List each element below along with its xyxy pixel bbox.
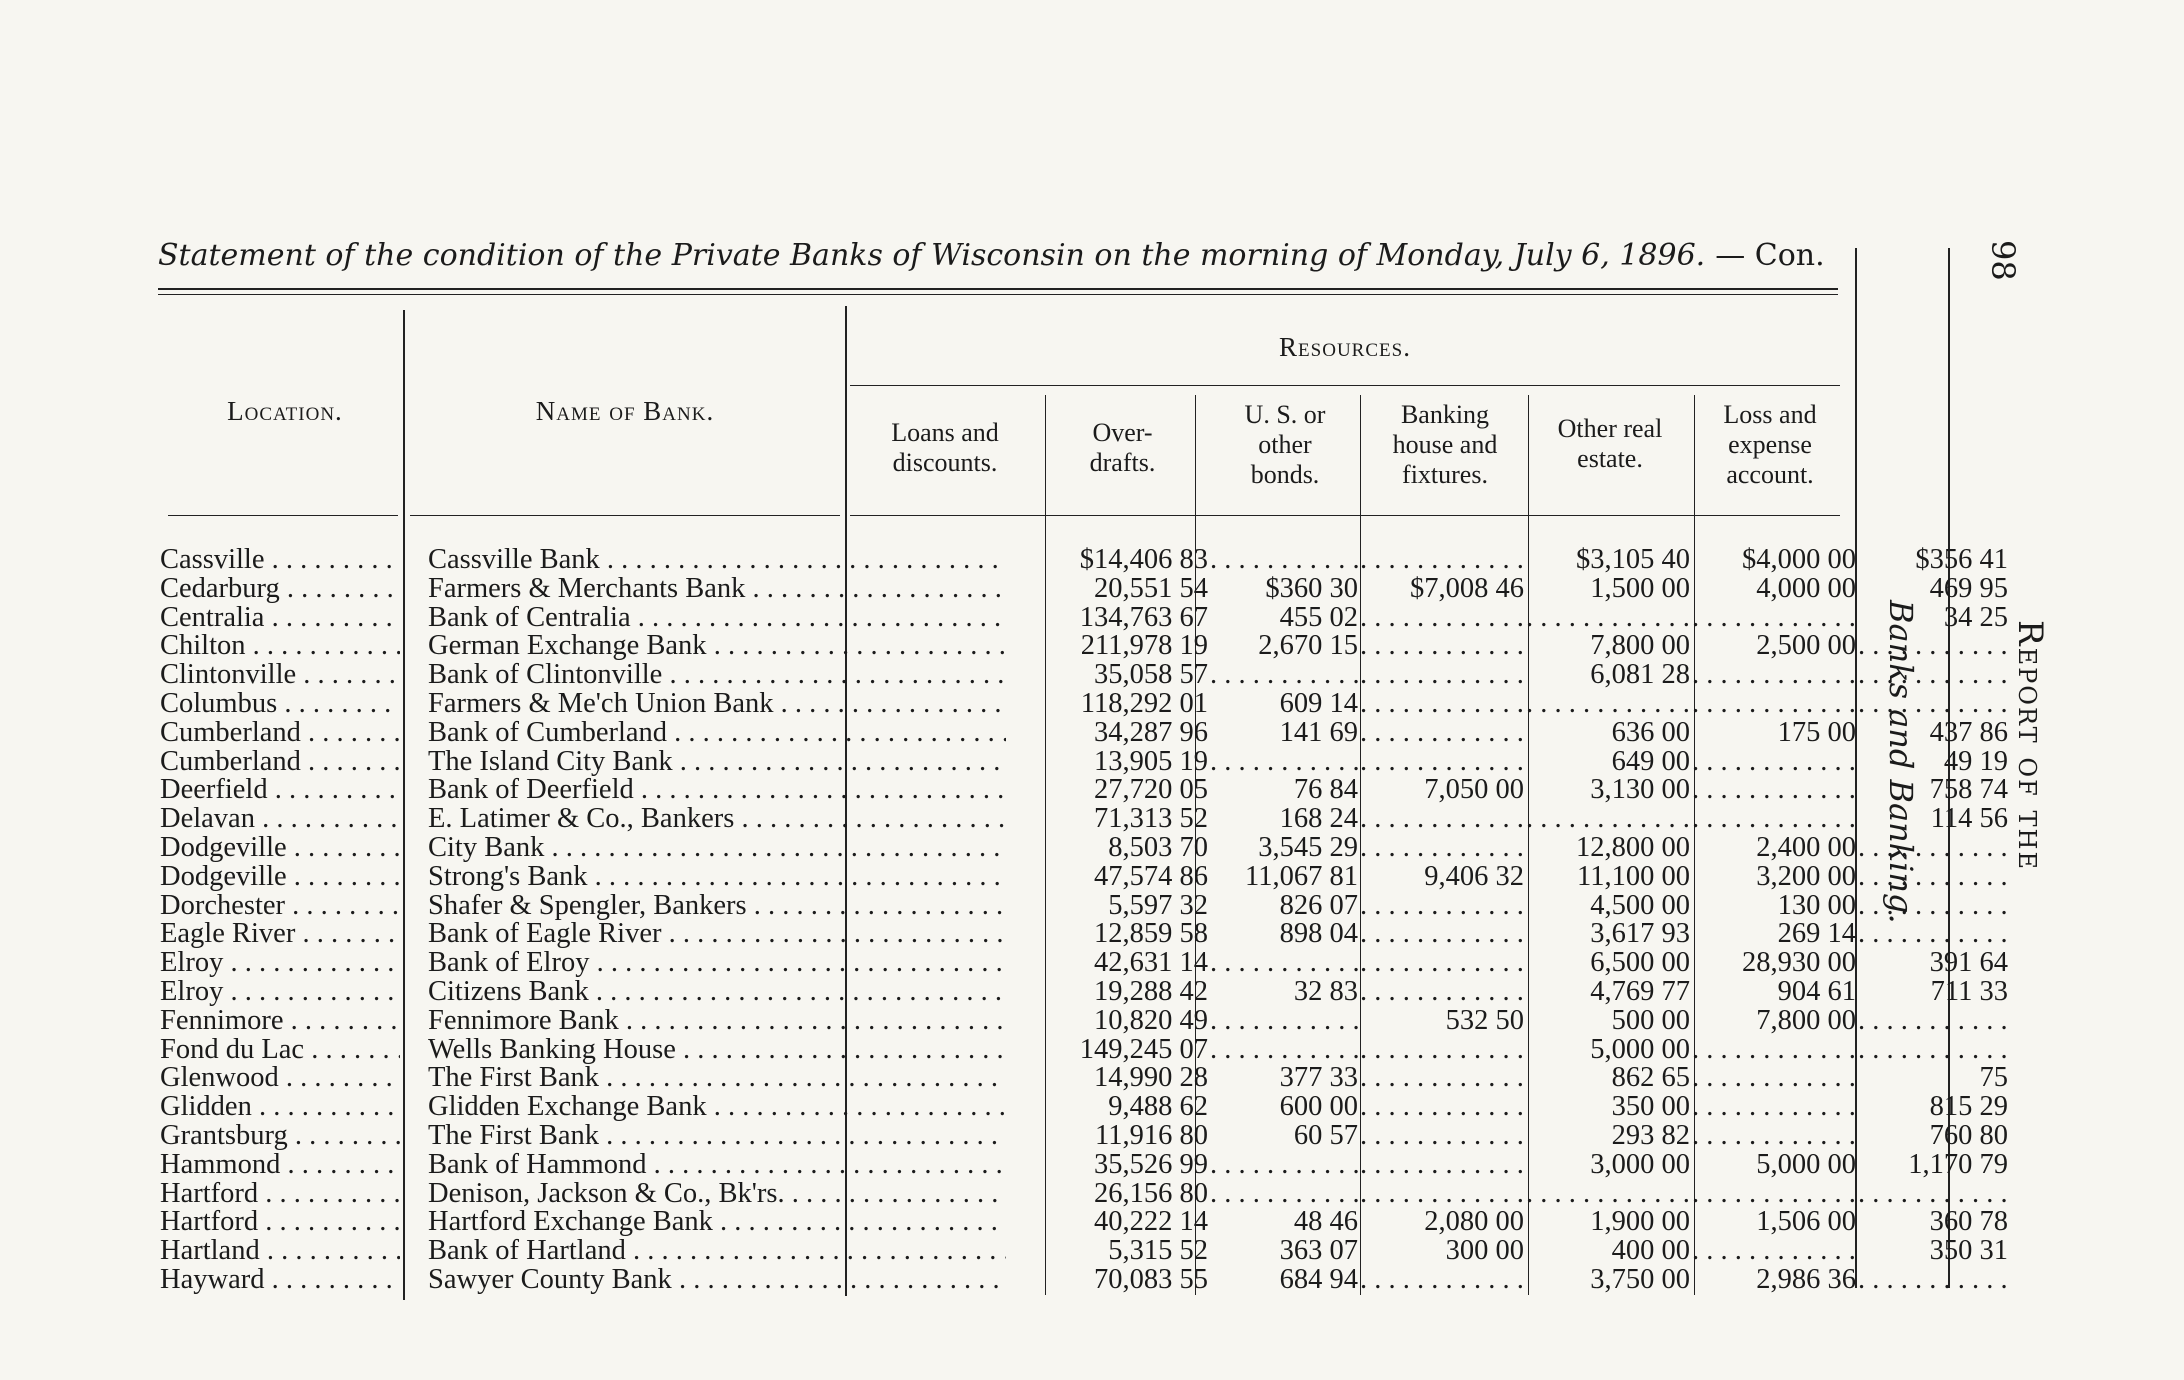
cell-real-estate [1692, 1064, 1856, 1093]
cell-real-estate: 7,800 00 [1756, 1006, 1856, 1036]
cell-bonds [1360, 719, 1524, 748]
cell-location: Dorchester . . . [160, 892, 400, 921]
cell-bonds [1360, 1266, 1524, 1295]
header-real-estate: Other real estate. [1557, 414, 1663, 473]
cell-location: Cumberland . . . [160, 748, 400, 777]
cell-loss-expense: $356 41 [1915, 546, 2008, 575]
cell-loss-expense [1858, 690, 2008, 719]
page-number: 98 [1984, 240, 2022, 281]
cell-banking-house: 500 00 [1611, 1006, 1690, 1036]
cell-bonds [1360, 892, 1524, 921]
cell-real-estate: 2,500 00 [1756, 632, 1856, 662]
cell-overdrafts [1210, 949, 1358, 978]
cell-bonds: 9,406 32 [1424, 862, 1524, 892]
cell-loans: 10,820 49 [1094, 1006, 1208, 1036]
cell-overdrafts: 898 04 [1279, 920, 1358, 950]
cell-location: Hartford . . . [160, 1180, 400, 1209]
header-rule-mid [410, 515, 840, 516]
cell-bonds [1360, 805, 1524, 834]
cell-bonds: $7,008 46 [1410, 574, 1524, 604]
cell-real-estate [1692, 748, 1856, 777]
cell-real-estate: 4,000 00 [1756, 574, 1856, 604]
cell-bank: The Island City Bank . . . [428, 748, 1006, 777]
cell-loans: 9,488 62 [1108, 1093, 1208, 1122]
cell-loss-expense: 1,170 79 [1908, 1150, 2008, 1180]
cell-location: Elroy . . . [160, 949, 400, 978]
cell-real-estate [1692, 805, 1856, 834]
header-bonds: U. S. or other bonds. [1244, 400, 1326, 489]
cell-loss-expense: 760 80 [1929, 1121, 2008, 1151]
cell-overdrafts: 76 84 [1293, 776, 1358, 806]
cell-loans: 34,287 96 [1094, 718, 1208, 748]
cell-loans: 13,905 19 [1094, 747, 1208, 777]
cell-bank: Citizens Bank . . . [428, 978, 1006, 1007]
cell-bonds [1360, 690, 1524, 719]
cell-banking-house: 6,081 28 [1590, 661, 1690, 690]
cell-loans: 134,763 67 [1079, 603, 1208, 633]
cell-loss-expense: 114 56 [1930, 805, 2008, 834]
cell-overdrafts: 11,067 81 [1245, 862, 1358, 892]
cell-real-estate [1692, 776, 1856, 805]
header-loss-expense: Loss and expense account. [1723, 400, 1817, 489]
header-loans: Loans and discounts. [891, 418, 999, 477]
title-suffix: — Con. [1715, 238, 1825, 273]
cell-bank: Farmers & Merchants Bank . . . [428, 575, 1006, 604]
cell-real-estate: 175 00 [1777, 718, 1856, 748]
cell-loss-expense: 758 74 [1929, 776, 2008, 806]
cell-loans: 27,720 05 [1094, 776, 1208, 806]
cell-loans: 70,083 55 [1094, 1265, 1208, 1295]
cell-loss-expense [1858, 1036, 2008, 1065]
cell-overdrafts [1210, 661, 1358, 690]
cell-bank: Sawyer County Bank . . . [428, 1266, 1006, 1295]
cell-loans: 47,574 86 [1094, 862, 1208, 892]
cell-bonds [1360, 748, 1524, 777]
cell-bonds [1360, 1151, 1524, 1180]
cell-banking-house: 3,130 00 [1590, 776, 1690, 806]
cell-bonds [1360, 1036, 1524, 1065]
cell-loss-expense: 437 86 [1929, 718, 2008, 748]
cell-banking-house [1526, 805, 1690, 834]
cell-location: Clintonville . . . [160, 661, 400, 690]
cell-bonds [1360, 978, 1524, 1007]
header-location: Location. [227, 396, 343, 426]
cell-banking-house [1526, 1180, 1690, 1209]
cell-overdrafts: $360 30 [1265, 574, 1358, 604]
cell-bonds [1360, 604, 1524, 633]
cell-banking-house: 649 00 [1611, 747, 1690, 777]
cell-overdrafts: 363 07 [1279, 1237, 1358, 1266]
cell-loans: 8,503 70 [1108, 833, 1208, 863]
cell-loans: 71,313 52 [1094, 805, 1208, 834]
resources-rule [850, 385, 1840, 386]
cell-bonds: 7,050 00 [1424, 776, 1524, 806]
cell-location: Grantsburg . . . [160, 1122, 400, 1151]
cell-bank: City Bank . . . [428, 834, 1006, 863]
header-resources: Resources. [1279, 332, 1411, 362]
cell-loss-expense: 75 [1979, 1064, 2008, 1094]
cell-location: Glidden . . . [160, 1093, 400, 1122]
cell-real-estate [1692, 1122, 1856, 1151]
cell-bank: Shafer & Spengler, Bankers . . . [428, 892, 1006, 921]
cell-loans: 20,551 54 [1094, 574, 1208, 604]
cell-location: Hammond . . . [160, 1151, 400, 1180]
cell-bank: Bank of Hartland . . . [428, 1237, 1006, 1266]
cell-location: Elroy . . . [160, 978, 400, 1007]
cell-loans: 12,859 58 [1094, 920, 1208, 950]
cell-bank: Wells Banking House . . . [428, 1036, 1006, 1065]
cell-real-estate: $4,000 00 [1742, 546, 1856, 575]
cell-real-estate: 28,930 00 [1742, 949, 1856, 978]
cell-banking-house: 400 00 [1611, 1237, 1690, 1266]
cell-loss-expense [1858, 863, 2008, 892]
cell-overdrafts: 609 14 [1279, 689, 1358, 719]
cell-loans: 11,916 80 [1095, 1121, 1208, 1151]
cell-bonds [1360, 1122, 1524, 1151]
cell-real-estate [1692, 1093, 1856, 1122]
cell-location: Dodgeville . . . [160, 834, 400, 863]
cell-overdrafts: 32 83 [1293, 977, 1358, 1007]
cell-real-estate: 130 00 [1777, 891, 1856, 921]
cell-banking-house: 6,500 00 [1590, 949, 1690, 978]
cell-loss-expense [1858, 1180, 2008, 1209]
cell-loss-expense [1858, 661, 2008, 690]
cell-bank: The First Bank . . . [428, 1064, 1006, 1093]
cell-overdrafts: 60 57 [1293, 1121, 1358, 1151]
cell-bank: Hartford Exchange Bank . . . [428, 1208, 1006, 1237]
cell-bank: Bank of Clintonville . . . [428, 661, 1006, 690]
col-divider-1 [403, 310, 405, 1300]
cell-bank: Bank of Cumberland . . . [428, 719, 1006, 748]
cell-banking-house: 293 82 [1611, 1121, 1690, 1151]
cell-location: Hartland . . . [160, 1237, 400, 1266]
cell-loans: 5,597 32 [1108, 891, 1208, 921]
cell-overdrafts [1210, 748, 1358, 777]
table-title [158, 238, 1844, 273]
cell-bank: Glidden Exchange Bank . . . [428, 1093, 1006, 1122]
cell-overdrafts: 684 94 [1279, 1265, 1358, 1295]
cell-location: Cassville . . . [160, 546, 400, 575]
cell-overdrafts [1210, 1007, 1358, 1036]
cell-real-estate: 2,986 36 [1756, 1265, 1856, 1295]
cell-bank: The First Bank . . . [428, 1122, 1006, 1151]
cell-real-estate [1692, 1036, 1856, 1065]
cell-real-estate: 2,400 00 [1756, 833, 1856, 863]
cell-bank: Bank of Hammond . . . [428, 1151, 1006, 1180]
cell-loss-expense: 49 19 [1943, 747, 2008, 777]
cell-overdrafts: 2,670 15 [1258, 632, 1358, 662]
cell-loss-expense [1858, 1266, 2008, 1295]
cell-bank: Bank of Eagle River . . . [428, 920, 1006, 949]
cell-bonds: 300 00 [1445, 1237, 1524, 1266]
header-bank: Name of Bank. [535, 396, 715, 426]
cell-loss-expense: 391 64 [1929, 949, 2008, 978]
running-head-left: Banks and Banking. [1882, 600, 1920, 924]
cell-location: Columbus . . . [160, 690, 400, 719]
title-rule-top [158, 288, 1838, 290]
cell-banking-house: 4,500 00 [1590, 891, 1690, 921]
cell-banking-house: 5,000 00 [1590, 1035, 1690, 1065]
cell-bank: Bank of Deerfield . . . [428, 776, 1006, 805]
cell-loss-expense: 711 33 [1930, 977, 2008, 1007]
cell-bank: E. Latimer & Co., Bankers . . . [428, 805, 1006, 834]
cell-bonds [1360, 1180, 1524, 1209]
cell-bonds [1360, 920, 1524, 949]
cell-loans: 35,526 99 [1094, 1150, 1208, 1180]
cell-bank: Farmers & Me'ch Union Bank . . . [428, 690, 1006, 719]
cell-overdrafts [1210, 1151, 1358, 1180]
cell-banking-house: 11,100 00 [1577, 862, 1690, 892]
cell-location: Centralia . . . [160, 604, 400, 633]
title-text: Statement of the condition of the Private Banks of Wisconsin on the morning of Monday, July 6, 1896. [158, 238, 1706, 273]
cell-real-estate: 1,506 00 [1756, 1208, 1856, 1238]
cell-location: Chilton . . . [160, 632, 400, 661]
cell-banking-house: 1,500 00 [1590, 574, 1690, 604]
title-rule-bottom [158, 294, 1838, 295]
cell-bonds [1360, 1093, 1524, 1122]
cell-bank: Fennimore Bank . . . [428, 1007, 1006, 1036]
cell-overdrafts: 168 24 [1279, 805, 1358, 834]
cell-loans: 35,058 57 [1094, 661, 1208, 690]
cell-overdrafts: 48 46 [1293, 1208, 1358, 1238]
cell-banking-house: 3,750 00 [1590, 1265, 1690, 1295]
cell-bonds: 2,080 00 [1424, 1208, 1524, 1238]
cell-bonds [1360, 1064, 1524, 1093]
cell-overdrafts: 3,545 29 [1258, 833, 1358, 863]
cell-real-estate [1692, 690, 1856, 719]
cell-banking-house [1526, 690, 1690, 719]
cell-loss-expense: 815 29 [1929, 1093, 2008, 1122]
cell-loans: 5,315 52 [1108, 1237, 1208, 1266]
running-head-right: Report of the [2010, 620, 2050, 871]
cell-location: Hartford . . . [160, 1208, 400, 1237]
cell-overdrafts [1210, 1036, 1358, 1065]
cell-loss-expense: 350 31 [1929, 1237, 2008, 1266]
cell-location: Fennimore . . . [160, 1007, 400, 1036]
cell-loans: 14,990 28 [1094, 1064, 1208, 1094]
cell-overdrafts: 141 69 [1279, 718, 1358, 748]
cell-loans: 42,631 14 [1094, 949, 1208, 978]
cell-real-estate: 3,200 00 [1756, 862, 1856, 892]
cell-bank: Bank of Elroy . . . [428, 949, 1006, 978]
cell-banking-house: 12,800 00 [1576, 833, 1690, 863]
cell-loss-expense: 34 25 [1943, 603, 2008, 633]
cell-location: Dodgeville . . . [160, 863, 400, 892]
cell-loss-expense [1858, 1007, 2008, 1036]
cell-bank: German Exchange Bank . . . [428, 632, 1006, 661]
cell-banking-house [1526, 604, 1690, 633]
cell-loans: 40,222 14 [1094, 1208, 1208, 1238]
header-overdrafts: Over- drafts. [1089, 418, 1156, 477]
cell-overdrafts [1210, 546, 1358, 575]
cell-loans: 26,156 80 [1094, 1179, 1208, 1209]
cell-overdrafts [1210, 1180, 1358, 1209]
cell-location: Hayward . . . [160, 1266, 400, 1295]
cell-loans: 118,292 01 [1080, 689, 1208, 719]
cell-loss-expense [1858, 834, 2008, 863]
cell-banking-house: 4,769 77 [1590, 977, 1690, 1007]
cell-real-estate: 904 61 [1777, 977, 1856, 1007]
cell-bonds [1360, 834, 1524, 863]
cell-loss-expense: 360 78 [1929, 1208, 2008, 1238]
header-rule-left [168, 515, 398, 516]
cell-bonds [1360, 949, 1524, 978]
cell-location: Eagle River . . . [160, 920, 400, 949]
cell-bank: Cassville Bank . . . [428, 546, 1006, 575]
cell-banking-house: 636 00 [1611, 718, 1690, 748]
cell-loans: $14,406 83 [1079, 546, 1208, 575]
cell-banking-house: 3,000 00 [1590, 1150, 1690, 1180]
cell-loss-expense [1858, 920, 2008, 949]
cell-location: Deerfield . . . [160, 776, 400, 805]
cell-real-estate [1692, 1237, 1856, 1266]
cell-bonds [1360, 632, 1524, 661]
cell-banking-house: 3,617 93 [1590, 920, 1690, 950]
cell-overdrafts: 826 07 [1279, 891, 1358, 921]
cell-location: Glenwood . . . [160, 1064, 400, 1093]
cell-bonds [1360, 661, 1524, 690]
cell-real-estate [1692, 661, 1856, 690]
cell-real-estate [1692, 604, 1856, 633]
cell-location: Fond du Lac . . . [160, 1036, 400, 1065]
header-banking-house: Banking house and fixtures. [1392, 400, 1498, 489]
cell-bank: Denison, Jackson & Co., Bk'rs. . . . [428, 1180, 1006, 1209]
cell-loss-expense [1858, 892, 2008, 921]
cell-loss-expense: 469 95 [1929, 574, 2008, 604]
cell-real-estate [1692, 1180, 1856, 1209]
cell-bonds: 532 50 [1445, 1006, 1524, 1036]
cell-loans: 149,245 07 [1079, 1035, 1208, 1065]
cell-banking-house: 1,900 00 [1590, 1208, 1690, 1238]
cell-banking-house: 350 00 [1611, 1093, 1690, 1122]
cell-overdrafts: 600 00 [1279, 1093, 1358, 1122]
cell-bank: Strong's Bank . . . [428, 863, 1006, 892]
cell-banking-house: $3,105 40 [1576, 546, 1690, 575]
cell-banking-house: 862 65 [1611, 1064, 1690, 1094]
cell-real-estate: 269 14 [1777, 920, 1856, 950]
cell-real-estate: 5,000 00 [1756, 1150, 1856, 1180]
cell-loss-expense [1858, 632, 2008, 661]
cell-overdrafts: 455 02 [1279, 603, 1358, 633]
header-rule-right [850, 515, 1840, 516]
cell-banking-house: 7,800 00 [1590, 632, 1690, 662]
cell-location: Cumberland . . . [160, 719, 400, 748]
cell-bonds [1360, 546, 1524, 575]
cell-location: Cedarburg . . . [160, 575, 400, 604]
cell-overdrafts: 377 33 [1279, 1064, 1358, 1094]
cell-location: Delavan . . . [160, 805, 400, 834]
cell-loans: 19,288 42 [1094, 977, 1208, 1007]
cell-bank: Bank of Centralia . . . [428, 604, 1006, 633]
cell-loans: 211,978 19 [1080, 632, 1208, 662]
